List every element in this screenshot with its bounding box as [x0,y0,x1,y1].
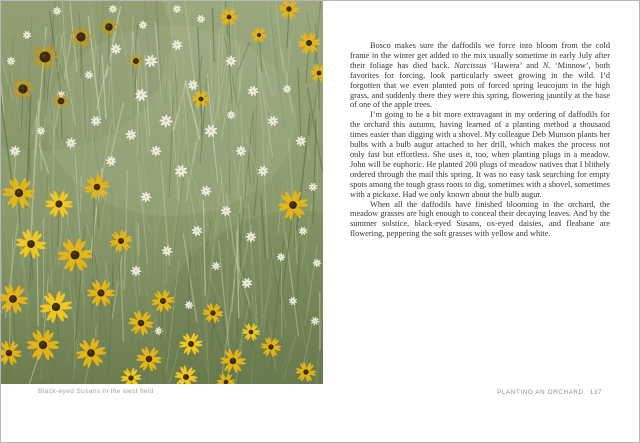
photo-caption: Black-eyed Susans in the west field [38,388,154,395]
paragraph: Bosco makes sure the daffodils we force into bloom from the cold frame in the winter get added to the mix usually sometime in early July after their foliage has died back. Narcissus ‘Hawera’ and N. ‘Minnow’, both favorites for forcing, look particularly sweet growing in the wild. I’d forgotten that we even planted pots of forced spring leucojum in the high grass, and suddenly there they were this spring, flowering jauntily at the base of one of the apple trees. [350,41,610,110]
paragraph: I’m going to be a bit more extravagant in my ordering of daffodils for the orchard this autumn, having learned of a planting method a thousand times easier than digging with a shovel. My colleague Deb Munson plants her bulbs with a bulb augur attached to her drill, which makes the process not only fast but effortless. She uses it, too, when planting plugs in a meadow. John will be euphoric. He planted 200 plugs of meadow natives that I blithely ordered through the mail this spring. It was no easy task searching for empty spots among the tough grass roots to dig, sometimes with a shovel, sometimes with a pickaxe. Had we only known about the bulb augur. [350,110,610,199]
right-page [323,1,640,442]
meadow-photo-illustration [1,1,323,384]
page-number: 137 [589,389,602,396]
running-footer [497,389,602,396]
running-footer-title: PLANTING AN ORCHARD [497,389,584,396]
paragraph: When all the daffodils have finished blooming in the orchard, the meadow grasses are high enough to conceal their decaying leaves. And by the summer solstice, black-eyed Susans, ox-eyed daisies, and fleabane are flowering, peppering the soft grasses with yellow and white. [350,199,610,239]
left-page [1,1,323,442]
meadow-photo [1,1,323,384]
body-text [350,41,610,239]
